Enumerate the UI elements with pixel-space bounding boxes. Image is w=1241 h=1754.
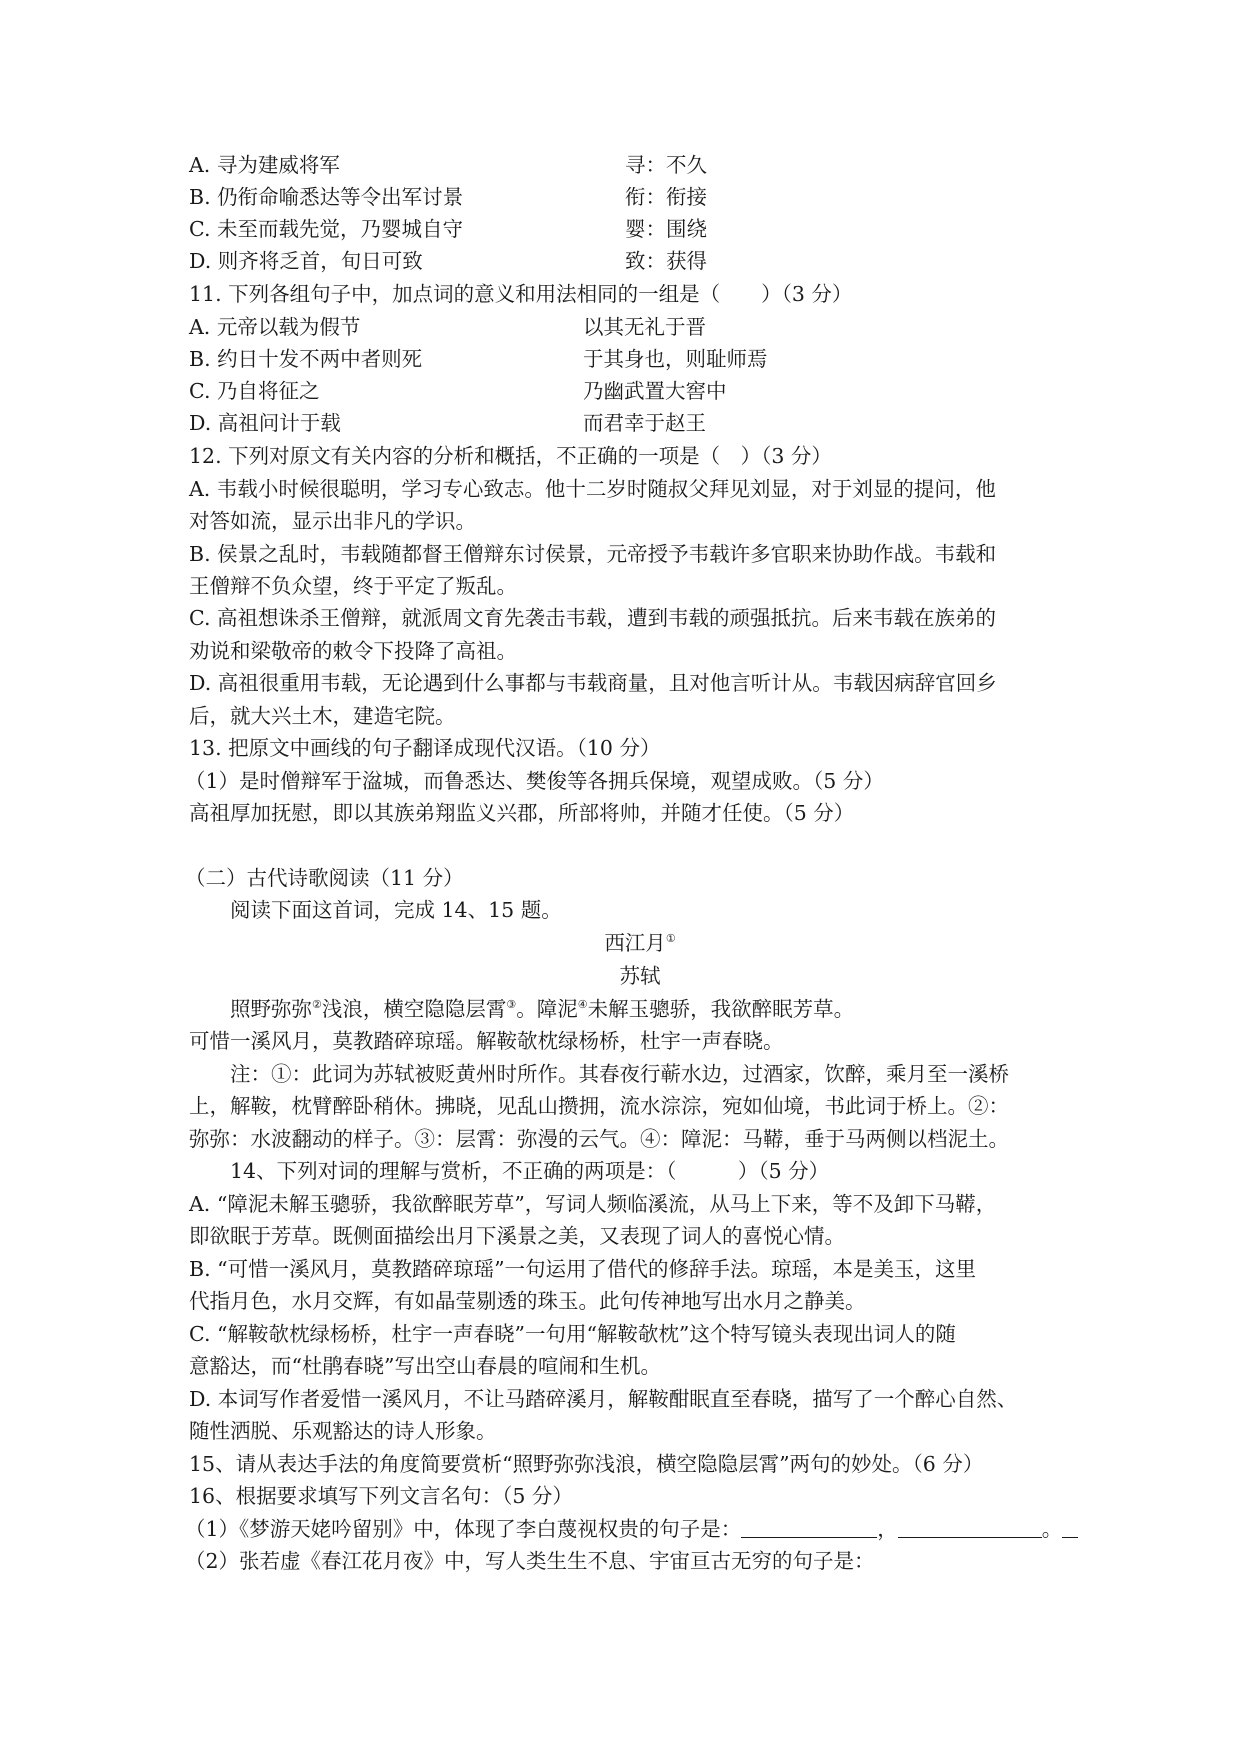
q14-line: 即欲眠于芳草。既侧面描绘出月下溪景之美，又表现了词人的喜悦心情。 [189, 1224, 845, 1248]
answer-blank[interactable] [741, 1515, 877, 1538]
q11-option-a-right: 以其无礼于晋 [583, 315, 706, 339]
q10-option-d: D. 则齐将乏首，旬日可致 [189, 249, 423, 273]
q12-line: 王僧辩不负众望，终于平定了叛乱。 [189, 574, 517, 598]
q14-stem: 14、下列对词的理解与赏析，不正确的两项是：（ ）（5 分） [230, 1159, 830, 1183]
q12-line: A. 韦载小时候很聪明，学习专心致志。他十二岁时随叔父拜见刘显，对于刘显的提问，他 [189, 477, 996, 501]
q10-option-b: B. 仍衔命喻悉达等令出军讨景 [189, 185, 464, 209]
q11-option-b-right: 于其身也，则耻师焉 [583, 347, 768, 371]
poem-title: 西江月① [604, 931, 676, 955]
q10-option-a-gloss: 寻：不久 [625, 153, 707, 177]
q14-line: 意豁达，而“杜鹃春晓”写出空山春晨的喧闹和生机。 [189, 1354, 661, 1378]
q16-stem: 16、根据要求填写下列文言名句：（5 分） [189, 1484, 573, 1508]
q13-stem: 13. 把原文中画线的句子翻译成现代汉语。（10 分） [189, 736, 661, 760]
poem-line-2: 可惜一溪风月，莫教踏碎琼瑶。解鞍欹枕绿杨桥，杜宇一声春晓。 [189, 1029, 784, 1053]
q12-stem: 12. 下列对原文有关内容的分析和概括，不正确的一项是（ ）（3 分） [189, 444, 832, 468]
q12-line: D. 高祖很重用韦载，无论遇到什么事都与韦载商量，且对他言听计从。韦载因病辞官回乡 [189, 671, 997, 695]
q15-stem: 15、请从表达手法的角度简要赏析“照野弥弥浅浪，横空隐隐层霄”两句的妙处。（6 分） [189, 1452, 984, 1476]
q11-option-a: A. 元帝以载为假节 [189, 315, 361, 339]
poem-notes: 注：①：此词为苏轼被贬黄州时所作。其春夜行蕲水边，过酒家，饮醉，乘月至一溪桥 [230, 1062, 1009, 1086]
q11-option-c-right: 乃幽武置大窖中 [583, 379, 727, 403]
answer-blank-tail [1062, 1515, 1078, 1538]
q13-sentence-2: 高祖厚加抚慰，即以其族弟翔监义兴郡，所部将帅，并随才任使。（5 分） [189, 801, 855, 825]
q11-option-b: B. 约日十发不两中者则死 [189, 347, 423, 371]
section-heading: （二）古代诗歌阅读（11 分） [185, 866, 464, 890]
q12-line: B. 侯景之乱时，韦载随都督王僧辩东讨侯景，元帝授予韦载许多官职来协助作战。韦载和 [189, 542, 997, 566]
poem-title-note: ① [665, 932, 676, 945]
answer-blank[interactable] [898, 1515, 1042, 1538]
q12-line: C. 高祖想诛杀王僧辩，就派周文育先袭击韦载，遭到韦载的顽强抵抗。后来韦载在族弟的 [189, 606, 996, 630]
poem-notes: 上，解鞍，枕臂醉卧稍休。拂晓，见乱山攒拥，流水淙淙，宛如仙境，书此词于桥上。②： [189, 1094, 1009, 1118]
q11-stem: 11. 下列各组句子中，加点词的意义和用法相同的一组是（ ）（3 分） [189, 282, 853, 306]
section-intro: 阅读下面这首词，完成 14、15 题。 [230, 898, 562, 922]
q10-option-c-gloss: 婴：围绕 [625, 217, 707, 241]
q14-line: B. “可惜一溪风月，莫教踏碎琼瑶”一句运用了借代的修辞手法。琼瑶，本是美玉，这里 [189, 1257, 977, 1281]
q14-line: 随性洒脱、乐观豁达的诗人形象。 [189, 1419, 497, 1443]
q16-sentence-2: （2）张若虚《春江花月夜》中，写人类生生不息、宇宙亘古无穷的句子是： [185, 1549, 875, 1573]
q14-line: C. “解鞍欹枕绿杨桥，杜宇一声春晓”一句用“解鞍欹枕”这个特写镜头表现出词人的随 [189, 1322, 956, 1346]
poem-author: 苏轼 [619, 964, 661, 988]
q16-sentence-1: （1）《梦游天姥吟留别》中，体现了李白蔑视权贵的句子是： ， 。 [185, 1514, 1078, 1544]
q12-line: 对答如流，显示出非凡的学识。 [189, 509, 476, 533]
q10-option-c: C. 未至而载先觉，乃婴城自守 [189, 217, 463, 241]
q14-line: D. 本词写作者爱惜一溪风月，不让马踏碎溪月，解鞍酣眠直至春晓，描写了一个醉心自然、 [189, 1387, 1018, 1411]
q12-line: 劝说和梁敬帝的敕令下投降了高祖。 [189, 639, 517, 663]
q10-option-d-gloss: 致：获得 [625, 249, 707, 273]
q14-line: 代指月色，水月交辉，有如晶莹剔透的珠玉。此句传神地写出水月之静美。 [189, 1289, 866, 1313]
q11-option-d: D. 高祖问计于载 [189, 411, 341, 435]
q12-line: 后，就大兴土木，建造宅院。 [189, 704, 456, 728]
q10-option-b-gloss: 衔：衔接 [625, 185, 707, 209]
q11-option-c: C. 乃自将征之 [189, 379, 320, 403]
q14-line: A. “障泥未解玉骢骄，我欲醉眠芳草”，写词人频临溪流，从马上下来，等不及卸下马鞯， [189, 1192, 997, 1216]
poem-line-1: 照野弥弥②浅浪，横空隐隐层霄③。障泥④未解玉骢骄，我欲醉眠芳草。 [230, 997, 855, 1021]
q13-sentence-1: （1）是时僧辩军于湓城，而鲁悉达、樊俊等各拥兵保境，观望成败。（5 分） [185, 769, 884, 793]
poem-notes: 弥弥：水波翻动的样子。③：层霄：弥漫的云气。④：障泥：马鞯，垂于马两侧以档泥土。 [189, 1127, 1009, 1151]
q10-option-a: A. 寻为建威将军 [189, 153, 340, 177]
q11-option-d-right: 而君幸于赵王 [583, 411, 706, 435]
